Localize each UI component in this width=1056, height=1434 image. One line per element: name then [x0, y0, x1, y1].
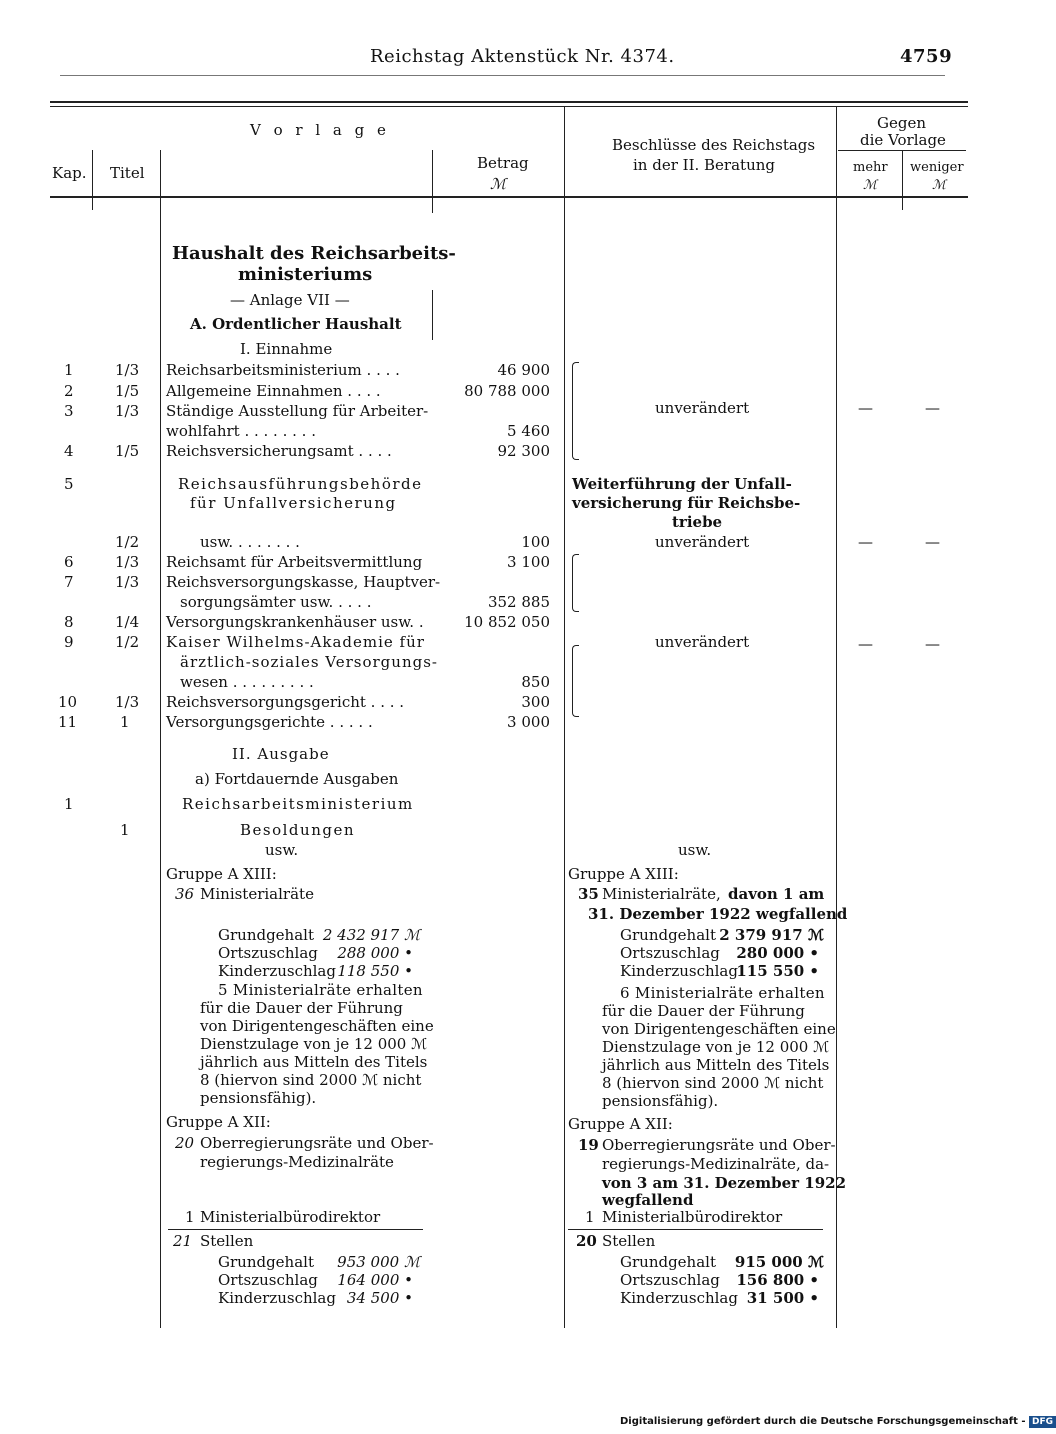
right-zulage-line: von Dirigentengeschäften eine	[602, 1020, 836, 1038]
right-ortszuschlag-value: 280 000 •	[736, 944, 819, 962]
right-k2-label: Kinderzuschlag	[620, 1289, 738, 1307]
mehr-dash-3: —	[858, 635, 873, 653]
right-zulage-line: 6 Ministerialräte erhalten	[620, 984, 825, 1002]
body-line-kap	[92, 198, 93, 210]
row5-text-1: Reichsausführungsbehörde	[178, 475, 423, 493]
right-ober-1: Oberregierungsräte und Ober-	[602, 1136, 836, 1154]
column-kap: Kap.	[52, 164, 87, 182]
right-n1: 1	[585, 1208, 595, 1226]
row-betrag: 300	[521, 693, 550, 711]
bracket-1	[572, 362, 579, 460]
row-text: Reichsversorgungsgericht . . . .	[166, 693, 405, 711]
right-zulage-line: Dienstzulage von je 12 000 ℳ	[602, 1038, 830, 1056]
row5-beschluss-3: triebe	[672, 513, 723, 531]
row-titel: 1/5	[115, 442, 140, 460]
right-k2-value: 31 500 •	[746, 1289, 819, 1307]
left-direktor: Ministerialbürodirektor	[200, 1208, 381, 1226]
ausgabe-ministerium: Reichsarbeitsministerium	[182, 795, 414, 813]
left-gruppe13: Gruppe A XIII:	[166, 865, 277, 883]
right-ober-3: von 3 am 31. Dezember 1922	[602, 1174, 847, 1192]
column-vorlage: V o r l a g e	[250, 121, 390, 139]
left-k2-value: 34 500 •	[346, 1289, 413, 1307]
right-g2-label: Grundgehalt	[620, 1253, 716, 1271]
right-gruppe13: Gruppe A XIII:	[568, 865, 679, 883]
row-titel: 1/3	[115, 693, 140, 711]
right-direktor: Ministerialbürodirektor	[602, 1208, 783, 1226]
row-titel: 1/3	[115, 573, 140, 591]
footer-text: Digitalisierung gefördert durch die Deutsche Forschungsgemeinschaft -	[620, 1416, 1026, 1427]
body-line-betrag	[432, 198, 433, 213]
right-kinder-value: 115 550 •	[736, 962, 819, 980]
column-betrag: Betrag	[477, 154, 529, 172]
right-stellen: Stellen	[602, 1232, 656, 1250]
left-zulage-line: von Dirigentengeschäften eine	[200, 1017, 434, 1035]
right-zulage-line: jährlich aus Mitteln des Titels	[602, 1056, 830, 1074]
row-betrag: 5 460	[507, 422, 550, 440]
beschluss-unveraendert-1: unverändert	[655, 399, 750, 417]
beschluss-unveraendert-2: unverändert	[655, 633, 750, 651]
right-gruppe12: Gruppe A XII:	[568, 1115, 673, 1133]
left-grundgehalt-value: 2 432 917 ℳ	[322, 926, 420, 944]
row-titel: 1/4	[115, 613, 140, 631]
right-grundgehalt-value: 2 379 917 ℳ	[719, 926, 824, 944]
left-kinder-value: 118 550 •	[337, 962, 413, 980]
column-mehr: mehr	[853, 160, 888, 175]
right-ministerialraete: Ministerialräte,	[602, 885, 721, 903]
row-betrag: 92 300	[497, 442, 550, 460]
left-ober-1: Oberregierungsräte und Ober-	[200, 1134, 434, 1152]
weniger-dash-1: —	[925, 399, 940, 417]
left-grundgehalt-label: Grundgehalt	[218, 926, 314, 944]
left-o2-label: Ortszuschlag	[218, 1271, 318, 1289]
row-betrag: 46 900	[497, 361, 550, 379]
ausgabe-kap: 1	[64, 795, 74, 813]
row-titel: 1/3	[115, 402, 140, 420]
row-text: Reichsversorgungskasse, Hauptver-	[166, 573, 441, 591]
left-kinder-label: Kinderzuschlag	[218, 962, 336, 980]
column-weniger: weniger	[910, 160, 964, 175]
mehr-dash-2: —	[858, 533, 873, 551]
row5-text-2: für Unfallversicherung	[190, 494, 397, 512]
left-stellen: Stellen	[200, 1232, 254, 1250]
row-text: Reichsamt für Arbeitsvermittlung	[166, 553, 423, 571]
body-line-mehr	[902, 198, 903, 210]
row-text: Ständige Ausstellung für Arbeiter-	[166, 402, 429, 420]
right-n35: 35	[578, 885, 599, 903]
row5-beschluss-2: versicherung für Reichsbe-	[572, 494, 801, 512]
row-betrag: 80 788 000	[464, 382, 550, 400]
row-titel: 1/2	[115, 633, 140, 651]
bracket-2	[572, 554, 579, 612]
row5b-titel: 1/2	[115, 533, 140, 551]
right-dezember: 31. Dezember 1922 wegfallend	[588, 905, 848, 923]
row-kap: 9	[64, 633, 74, 651]
ausgabe-titel: 1	[120, 821, 130, 839]
body-line-titel	[160, 198, 161, 1328]
table-top-rule	[50, 101, 968, 103]
row-text: Kaiser Wilhelms-Akademie für	[166, 633, 425, 651]
body-line-beschluss	[564, 198, 565, 1328]
left-gruppe12: Gruppe A XII:	[166, 1113, 271, 1131]
left-ober-2: regierungs-Medizinalräte	[200, 1153, 394, 1171]
row-betrag: 10 852 050	[464, 613, 550, 631]
footer-credit	[620, 1416, 1056, 1428]
weniger-dash-2: —	[925, 533, 940, 551]
right-n19: 19	[578, 1136, 599, 1154]
left-n36: 36	[175, 885, 195, 903]
column-betrag-unit: ℳ	[490, 175, 507, 193]
left-zulage-line: jährlich aus Mitteln des Titels	[200, 1053, 428, 1071]
row-titel: 1/5	[115, 382, 140, 400]
section-title-2: ministeriums	[238, 264, 373, 285]
section-einnahme: I. Einnahme	[240, 340, 333, 358]
col-line-beschluss-left	[564, 107, 565, 198]
right-kinder-label: Kinderzuschlag	[620, 962, 738, 980]
column-beschluesse-2: in der II. Beratung	[633, 156, 775, 174]
left-n1: 1	[185, 1208, 195, 1226]
left-g2-value: 953 000 ℳ	[337, 1253, 420, 1271]
row-betrag: 3 000	[507, 713, 550, 731]
row-kap: 6	[64, 553, 74, 571]
column-weniger-unit: ℳ	[932, 178, 946, 193]
right-n20: 20	[576, 1232, 597, 1250]
row-kap: 3	[64, 402, 74, 420]
row5-kap: 5	[64, 475, 74, 493]
left-ortszuschlag-label: Ortszuschlag	[218, 944, 318, 962]
column-titel: Titel	[110, 164, 145, 182]
col-line-betrag	[432, 150, 433, 198]
ausgabe-usw-right: usw.	[678, 841, 712, 859]
left-zulage-line: pensionsfähig).	[200, 1089, 317, 1107]
row-kap: 8	[64, 613, 74, 631]
left-zulage-line: Dienstzulage von je 12 000 ℳ	[200, 1035, 428, 1053]
row-text: Versorgungsgerichte . . . . .	[166, 713, 373, 731]
row5b-beschluss: unverändert	[655, 533, 750, 551]
column-gegen-2: die Vorlage	[860, 131, 946, 149]
row-titel: 1/3	[115, 361, 140, 379]
row-text: Versorgungskrankenhäuser usw. .	[166, 613, 424, 631]
col-line-gegen-left	[836, 107, 837, 198]
row-text: wohlfahrt . . . . . . . .	[166, 422, 316, 440]
row-titel: 1/3	[115, 553, 140, 571]
left-zulage-line: für die Dauer der Führung	[200, 999, 403, 1017]
table-top-rule-2	[50, 106, 968, 107]
left-n21: 21	[173, 1232, 193, 1250]
row-text: wesen . . . . . . . . .	[180, 673, 314, 691]
table-header-bottom-rule	[50, 196, 968, 198]
right-grundgehalt-label: Grundgehalt	[620, 926, 716, 944]
right-o2-label: Ortszuschlag	[620, 1271, 720, 1289]
ausgabe-fortdauernd: a) Fortdauernde Ausgaben	[195, 770, 399, 788]
row5b-betrag: 100	[521, 533, 550, 551]
row-titel: 1	[120, 713, 130, 731]
right-zulage-line: pensionsfähig).	[602, 1092, 719, 1110]
row-kap: 11	[58, 713, 78, 731]
col-line-kap	[92, 150, 93, 198]
left-ortszuschlag-value: 288 000 •	[337, 944, 413, 962]
column-gegen-1: Gegen	[877, 114, 926, 132]
left-ministerialraete: Ministerialräte	[200, 885, 314, 903]
right-g2-value: 915 000 ℳ	[734, 1253, 824, 1271]
col-line-mehr	[902, 150, 903, 198]
col-line-titel	[160, 150, 161, 198]
row5-beschluss-1: Weiterführung der Unfall-	[572, 475, 792, 493]
right-ober-2: regierungs-Medizinalräte, da-	[602, 1155, 830, 1173]
row-kap: 4	[64, 442, 74, 460]
row-betrag: 3 100	[507, 553, 550, 571]
ausgabe-usw: usw.	[265, 841, 299, 859]
page-number: 4759	[900, 46, 953, 67]
left-g2-label: Grundgehalt	[218, 1253, 314, 1271]
column-beschluesse-1: Beschlüsse des Reichstags	[612, 136, 816, 154]
ausgabe-title: II. Ausgabe	[232, 745, 330, 763]
ausgabe-besoldungen: Besoldungen	[240, 821, 355, 839]
row-text: Reichsarbeitsministerium . . . .	[166, 361, 400, 379]
row-text: ärztlich-soziales Versorgungs-	[180, 653, 438, 671]
row5b-text: usw. . . . . . . .	[200, 533, 300, 551]
row-text: Reichsversicherungsamt . . . .	[166, 442, 392, 460]
column-mehr-unit: ℳ	[863, 178, 877, 193]
section-anlage: — Anlage VII —	[230, 291, 350, 309]
left-k2-label: Kinderzuschlag	[218, 1289, 336, 1307]
mehr-dash-1: —	[858, 399, 873, 417]
body-line-betrag-lower	[432, 290, 433, 340]
row-text: Allgemeine Einnahmen . . . .	[166, 382, 381, 400]
bracket-3	[572, 645, 579, 717]
left-o2-value: 164 000 •	[337, 1271, 413, 1289]
left-sum-rule	[168, 1229, 423, 1230]
row-kap: 10	[58, 693, 78, 711]
row-kap: 7	[64, 573, 74, 591]
row-betrag: 352 885	[487, 593, 550, 611]
right-sum-rule	[568, 1229, 823, 1230]
row-betrag: 850	[521, 673, 550, 691]
right-zulage-line: für die Dauer der Führung	[602, 1002, 805, 1020]
left-zulage-line: 5 Ministerialräte erhalten	[218, 981, 423, 999]
right-zulage-line: 8 (hiervon sind 2000 ℳ nicht	[602, 1074, 824, 1092]
row-text: sorgungsämter usw. . . . .	[180, 593, 372, 611]
body-line-gegen	[836, 198, 837, 1328]
right-ortszuschlag-label: Ortszuschlag	[620, 944, 720, 962]
right-davon: davon 1 am	[728, 885, 825, 903]
header-rule	[60, 75, 945, 76]
page-header-title: Reichstag Aktenstück Nr. 4374.	[370, 46, 675, 67]
row-kap: 2	[64, 382, 74, 400]
right-o2-value: 156 800 •	[736, 1271, 819, 1289]
left-n20: 20	[175, 1134, 195, 1152]
left-zulage-line: 8 (hiervon sind 2000 ℳ nicht	[200, 1071, 422, 1089]
section-title-1: Haushalt des Reichsarbeits-	[172, 243, 456, 264]
weniger-dash-3: —	[925, 635, 940, 653]
dfg-logo: DFG	[1029, 1416, 1056, 1428]
right-ober-4: wegfallend	[602, 1191, 694, 1209]
section-ordentlich: A. Ordentlicher Haushalt	[190, 315, 402, 333]
row-kap: 1	[64, 361, 74, 379]
